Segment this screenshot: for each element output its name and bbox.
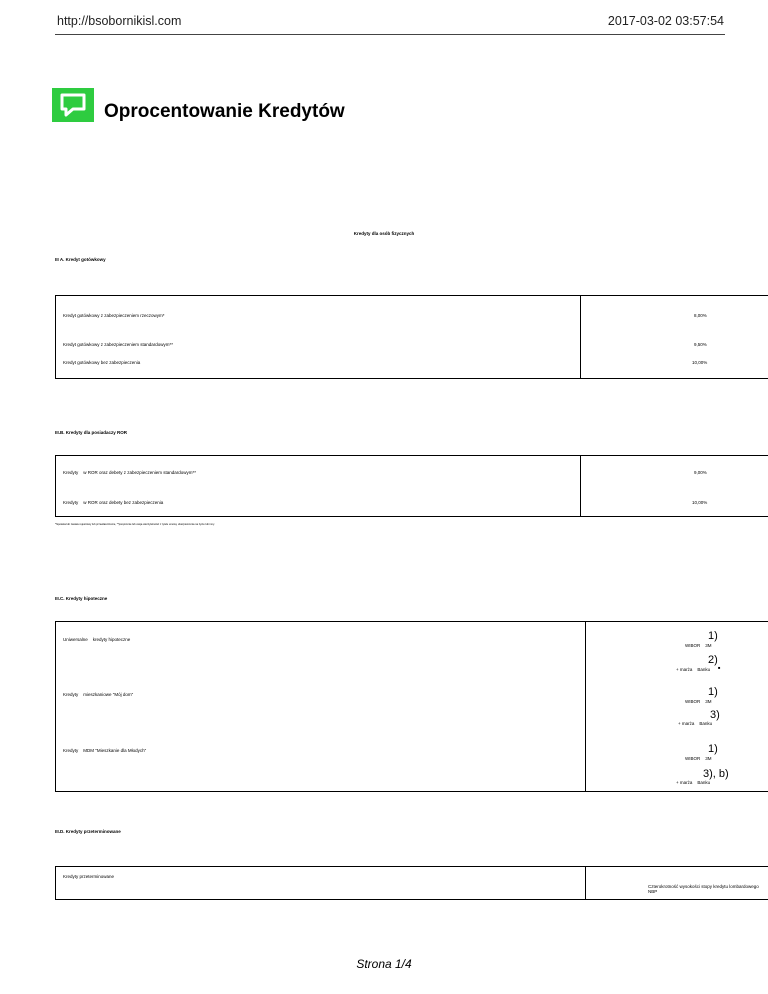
rate-base: WIBOR 3M (685, 643, 712, 648)
rate-margin: + marża Banku (678, 721, 713, 726)
table-row-label: Kredyt gotówkowy z zabezpieczeniem rzeczowym* (63, 313, 165, 318)
table-row-label: Kredyty w ROR oraz debety z zabezpieczeniem standardowym** (63, 470, 197, 475)
rate-margin: + marża Banku (676, 780, 711, 785)
chat-bubble-icon (60, 93, 86, 117)
section-c-heading: III.C. Kredyty hipoteczne (55, 596, 108, 601)
table-row-label: Uniwersalne kredyty hipoteczne (63, 637, 131, 642)
table-c-divider (585, 621, 586, 792)
logo (52, 88, 94, 122)
footnote-marker: 2) (708, 654, 718, 666)
section-b-heading: III.B. Kredyty dla posiadaczy ROR (55, 430, 128, 435)
table-row-label: Kredyty mieszkaniowe "Mój dom" (63, 692, 134, 697)
section-d-heading: III.D. Kredyty przeterminowane (55, 829, 121, 834)
rate-margin: + marża Banku (676, 667, 711, 672)
table-a-divider (580, 295, 581, 379)
table-c (55, 621, 768, 792)
table-row-value: 10,00% (692, 360, 708, 365)
header-divider (55, 34, 725, 35)
table-b (55, 455, 768, 517)
table-d (55, 866, 768, 900)
table-row-label: Kredyty w ROR oraz debety bez zabezpieczenia (63, 500, 164, 505)
footnote-marker: 3), b) (703, 768, 729, 780)
page-title: Oprocentowanie Kredytów (104, 101, 345, 122)
table-row-value: 8,00% (694, 313, 707, 318)
table-a (55, 295, 768, 379)
footnote: *hipoteka lub zastaw rejestrowy lub przewłaszczenie, **poręczenie lub cesja wierzytelności z tytułu umowy ubezpieczenia na życie lub inny. (55, 523, 215, 526)
rate-base: WIBOR 3M (685, 699, 712, 704)
table-row-value: Czterokrotność wysokości stopy kredytu lombardowego NBP (648, 884, 759, 894)
footnote-marker: 1) (708, 686, 718, 698)
header-timestamp: 2017-03-02 03:57:54 (607, 14, 724, 28)
table-row-label: Kredyty MDM "Mieszkanie dla Młodych" (63, 748, 147, 753)
table-row-label: Kredyty przeterminowane (63, 874, 115, 879)
bullet-icon: ■ (718, 665, 721, 670)
section-a-heading: III A. Kredyt gotówkowy (55, 257, 106, 262)
table-row-value: 9,00% (694, 470, 707, 475)
table-row-label: Kredyt gotówkowy z zabezpieczeniem standardowym** (63, 342, 174, 347)
page-number: Strona 1/4 (356, 957, 412, 971)
rate-base: WIBOR 3M (685, 756, 712, 761)
table-row-value: 9,50% (694, 342, 707, 347)
table-d-divider (585, 866, 586, 900)
footnote-marker: 3) (710, 709, 720, 721)
header-url[interactable]: http://bsobornikisl.com (57, 14, 182, 28)
table-row-label: Kredyt gotówkowy bez zabezpieczenia (63, 360, 141, 365)
table-b-divider (580, 455, 581, 517)
footnote-marker: 1) (708, 743, 718, 755)
footnote-marker: 1) (708, 630, 718, 642)
section-main-title: Kredyty dla osób fizycznych (353, 231, 415, 236)
table-row-value: 10,00% (692, 500, 708, 505)
